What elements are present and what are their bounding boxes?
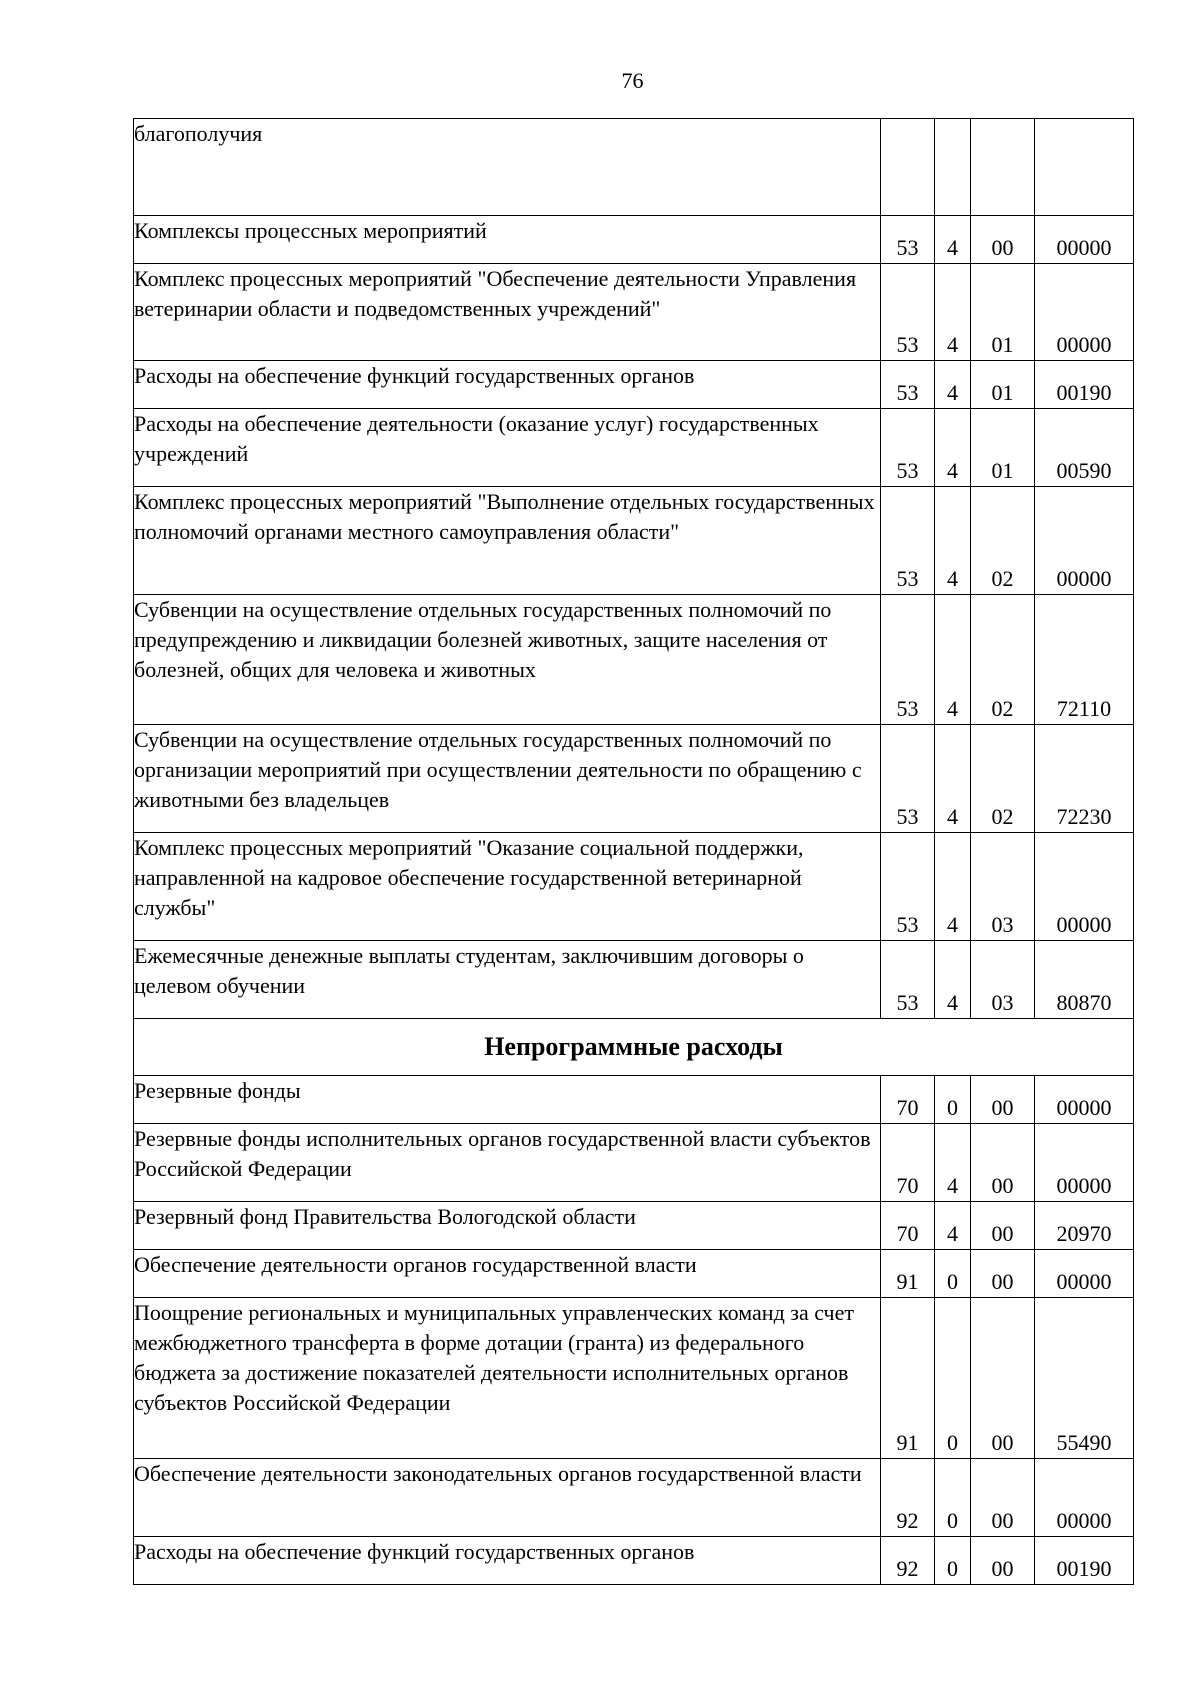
item-name: Комплекс процессных мероприятий "Выполнение отдельных государственных полномочий органами местного самоуправления области" — [134, 487, 881, 595]
code-cell-4: 00000 — [1035, 833, 1134, 941]
code-cell-4: 80870 — [1035, 941, 1134, 1019]
item-name: Субвенции на осуществление отдельных государственных полномочий по организации мероприятий при осуществлении деятельности по обращению с животными без владельцев — [134, 725, 881, 833]
code-cell-3: 02 — [971, 487, 1035, 595]
code-cell-1: 53 — [881, 264, 935, 361]
item-name: Расходы на обеспечение функций государственных органов — [134, 1537, 881, 1585]
code-cell-3: 03 — [971, 941, 1035, 1019]
item-name: Ежемесячные денежные выплаты студентам, заключившим договоры о целевом обучении — [134, 941, 881, 1019]
code-cell-3: 00 — [971, 1124, 1035, 1202]
table-row — [134, 833, 1134, 941]
item-name: Комплекс процессных мероприятий "Обеспечение деятельности Управления ветеринарии области и подведомственных учреждений" — [134, 264, 881, 361]
code-cell-4: 00000 — [1035, 216, 1134, 264]
item-name: Комплексы процессных мероприятий — [134, 216, 881, 264]
code-cell-4: 00190 — [1035, 1537, 1134, 1585]
code-cell-4: 00590 — [1035, 409, 1134, 487]
code-cell-4: 72230 — [1035, 725, 1134, 833]
code-cell-4 — [1035, 119, 1134, 216]
code-cell-2: 4 — [935, 264, 971, 361]
code-cell-3: 00 — [971, 216, 1035, 264]
code-cell-1: 91 — [881, 1298, 935, 1459]
code-cell-4: 20970 — [1035, 1202, 1134, 1250]
section-title: Непрограммные расходы — [134, 1019, 1134, 1076]
code-cell-4: 00000 — [1035, 1250, 1134, 1298]
page-number: 76 — [621, 68, 644, 93]
code-cell-3: 00 — [971, 1076, 1035, 1124]
table-row — [134, 264, 1134, 361]
code-cell-3: 00 — [971, 1202, 1035, 1250]
code-cell-3: 00 — [971, 1537, 1035, 1585]
code-cell-2: 4 — [935, 361, 971, 409]
table-row — [134, 1537, 1134, 1585]
code-cell-1: 91 — [881, 1250, 935, 1298]
code-cell-2: 4 — [935, 1124, 971, 1202]
table-row — [134, 119, 1134, 216]
code-cell-2: 4 — [935, 595, 971, 725]
table-row — [134, 1298, 1134, 1459]
item-name: Расходы на обеспечение деятельности (оказание услуг) государственных учреждений — [134, 409, 881, 487]
code-cell-3: 01 — [971, 361, 1035, 409]
code-cell-1: 53 — [881, 941, 935, 1019]
budget-table — [133, 118, 1134, 1585]
code-cell-1: 53 — [881, 833, 935, 941]
table-row — [134, 1124, 1134, 1202]
budget-table-body — [134, 119, 1134, 1585]
item-name: Субвенции на осуществление отдельных государственных полномочий по предупреждению и ликвидации болезней животных, защите населения от болезней, общих для человека и животных — [134, 595, 881, 725]
code-cell-1: 92 — [881, 1459, 935, 1537]
table-row — [134, 409, 1134, 487]
code-cell-4: 00190 — [1035, 361, 1134, 409]
code-cell-1: 53 — [881, 595, 935, 725]
code-cell-1: 70 — [881, 1124, 935, 1202]
code-cell-1: 53 — [881, 487, 935, 595]
code-cell-3: 01 — [971, 264, 1035, 361]
code-cell-3: 00 — [971, 1250, 1035, 1298]
code-cell-2: 4 — [935, 409, 971, 487]
code-cell-2: 0 — [935, 1537, 971, 1585]
table-row — [134, 1459, 1134, 1537]
code-cell-3: 00 — [971, 1298, 1035, 1459]
code-cell-2: 4 — [935, 941, 971, 1019]
code-cell-4: 55490 — [1035, 1298, 1134, 1459]
code-cell-2: 4 — [935, 1202, 971, 1250]
code-cell-2: 4 — [935, 833, 971, 941]
item-name: Обеспечение деятельности законодательных органов государственной власти — [134, 1459, 881, 1537]
code-cell-4: 00000 — [1035, 264, 1134, 361]
table-row — [134, 1250, 1134, 1298]
table-row — [134, 725, 1134, 833]
code-cell-4: 00000 — [1035, 487, 1134, 595]
item-name: Поощрение региональных и муниципальных управленческих команд за счет межбюджетного трансферта в форме дотации (гранта) из федерального бюджета за достижение показателей деятельности исполнительных органов субъектов Российской Федерации — [134, 1298, 881, 1459]
code-cell-2: 0 — [935, 1298, 971, 1459]
code-cell-1: 53 — [881, 725, 935, 833]
table-row — [134, 595, 1134, 725]
code-cell-3: 02 — [971, 725, 1035, 833]
item-name: Резервные фонды исполнительных органов государственной власти субъектов Российской Федерации — [134, 1124, 881, 1202]
code-cell-1: 70 — [881, 1076, 935, 1124]
code-cell-2: 4 — [935, 725, 971, 833]
code-cell-3: 02 — [971, 595, 1035, 725]
code-cell-2: 0 — [935, 1250, 971, 1298]
code-cell-4: 00000 — [1035, 1076, 1134, 1124]
section-header-row — [134, 1019, 1134, 1076]
code-cell-3: 03 — [971, 833, 1035, 941]
code-cell-3: 01 — [971, 409, 1035, 487]
code-cell-1: 70 — [881, 1202, 935, 1250]
item-name: Комплекс процессных мероприятий "Оказание социальной поддержки, направленной на кадровое обеспечение государственной ветеринарной службы" — [134, 833, 881, 941]
table-row — [134, 1076, 1134, 1124]
item-name: благополучия — [134, 119, 881, 216]
code-cell-1 — [881, 119, 935, 216]
code-cell-3 — [971, 119, 1035, 216]
code-cell-1: 53 — [881, 361, 935, 409]
code-cell-2: 4 — [935, 487, 971, 595]
code-cell-4: 00000 — [1035, 1459, 1134, 1537]
item-name: Обеспечение деятельности органов государственной власти — [134, 1250, 881, 1298]
table-row — [134, 487, 1134, 595]
code-cell-4: 72110 — [1035, 595, 1134, 725]
code-cell-2: 0 — [935, 1459, 971, 1537]
code-cell-1: 53 — [881, 216, 935, 264]
code-cell-2 — [935, 119, 971, 216]
table-row — [134, 216, 1134, 264]
item-name: Расходы на обеспечение функций государственных органов — [134, 361, 881, 409]
code-cell-1: 92 — [881, 1537, 935, 1585]
table-row — [134, 1202, 1134, 1250]
table-row — [134, 361, 1134, 409]
code-cell-4: 00000 — [1035, 1124, 1134, 1202]
code-cell-2: 4 — [935, 216, 971, 264]
code-cell-2: 0 — [935, 1076, 971, 1124]
code-cell-3: 00 — [971, 1459, 1035, 1537]
table-row — [134, 941, 1134, 1019]
item-name: Резервные фонды — [134, 1076, 881, 1124]
item-name: Резервный фонд Правительства Вологодской области — [134, 1202, 881, 1250]
code-cell-1: 53 — [881, 409, 935, 487]
